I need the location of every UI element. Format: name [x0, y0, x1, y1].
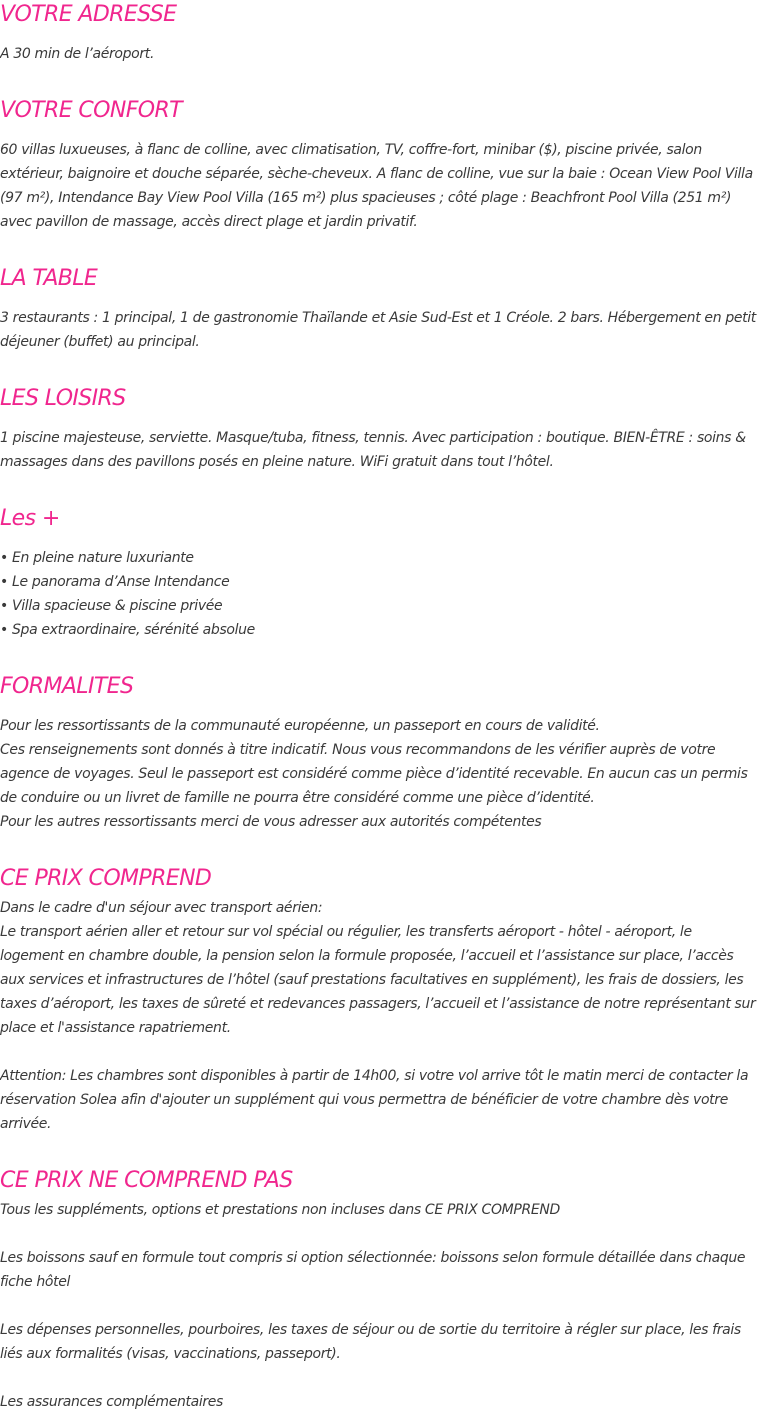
section-title-confort: VOTRE CONFORT [0, 98, 183, 123]
section-title-comprend: CE PRIX COMPREND [0, 866, 212, 891]
confort-text: 60 villas luxueuses, à flanc de colline, avec climatisation, TV, coffre-fort, minibar ($), piscine privée, salon extérieur, baignoire et douche séparée, sèche-cheveux. A flanc de colline, vue sur la baie : Ocean View Pool Villa (97 m²), Intendance Bay View Pool Villa (165 m²) plus spacieuses ; côté plage : Beachfront Pool Villa (251 m²) avec pavillon de massage, accès direct plage et jardin privatif. [0, 142, 753, 230]
section-title-adresse: VOTRE ADRESSE [0, 2, 177, 27]
table-text: 3 restaurants : 1 principal, 1 de gastronomie Thaïlande et Asie Sud-Est et 1 Créole. 2 bars. Hébergement en petit déjeuner (buffet) au principal. [0, 310, 756, 350]
comprend-text: Le transport aérien aller et retour sur vol spécial ou régulier, les transferts aéroport - hôtel - aéroport, le logement en chambre double, la pension selon la formule proposée, l’accueil et l’assistance sur place, l’accès aux services et infrastructures de l’hôtel (sauf prestations facultatives en supplément), les frais de dossiers, les taxes d’aéroport, les taxes de sûreté et redevances passagers, l’accueil et l’assistance de notre représentant sur place et l'assistance rapatriement. [0, 924, 756, 1036]
plus-list [0, 546, 758, 642]
list-item: • Villa spacieuse & piscine privée [0, 598, 223, 614]
section-title-formalites: FORMALITES [0, 674, 134, 699]
section-title-loisirs: LES LOISIRS [0, 386, 126, 411]
comprend-intro: Dans le cadre d'un séjour avec transport aérien: [0, 900, 323, 916]
ne-comprend-line-4: Les assurances complémentaires [0, 1394, 223, 1410]
comprend-attention: Attention: Les chambres sont disponibles à partir de 14h00, si votre vol arrive tôt le matin merci de contacter la réservation Solea afin d'ajouter un supplément qui vous permettra de bénéficier de votre chambre dès votre arrivée. [0, 1068, 749, 1132]
ne-comprend-line-1: Tous les suppléments, options et prestations non incluses dans CE PRIX COMPREND [0, 1202, 560, 1218]
section-title-table: LA TABLE [0, 266, 98, 291]
ne-comprend-line-3: Les dépenses personnelles, pourboires, les taxes de séjour ou de sortie du territoire à régler sur place, les frais liés aux formalités (visas, vaccinations, passeport). [0, 1322, 741, 1362]
list-item: • Le panorama d’Anse Intendance [0, 574, 230, 590]
section-title-ne-comprend: CE PRIX NE COMPREND PAS [0, 1168, 293, 1193]
list-item: • Spa extraordinaire, sérénité absolue [0, 622, 255, 638]
formalites-line-1: Pour les ressortissants de la communauté européenne, un passeport en cours de validité. [0, 718, 600, 734]
list-item: • En pleine nature luxuriante [0, 550, 194, 566]
loisirs-text: 1 piscine majesteuse, serviette. Masque/tuba, fitness, tennis. Avec participation : boutique. BIEN-ÊTRE : soins & massages dans des pavillons posés en pleine nature. WiFi gratuit dans tout l’hôtel. [0, 430, 746, 470]
formalites-line-2: Ces renseignements sont donnés à titre indicatif. Nous vous recommandons de les vérifier auprès de votre agence de voyages. Seul le passeport est considéré comme pièce d’identité recevable. En aucun cas un permis de conduire ou un livret de famille ne pourra être considéré comme une pièce d’identité. [0, 742, 748, 806]
section-title-plus: Les + [0, 506, 60, 531]
formalites-line-3: Pour les autres ressortissants merci de vous adresser aux autorités compétentes [0, 814, 542, 830]
adresse-text: A 30 min de l’aéroport. [0, 46, 155, 62]
ne-comprend-line-2: Les boissons sauf en formule tout compris si option sélectionnée: boissons selon formule détaillée dans chaque fiche hôtel [0, 1250, 746, 1290]
